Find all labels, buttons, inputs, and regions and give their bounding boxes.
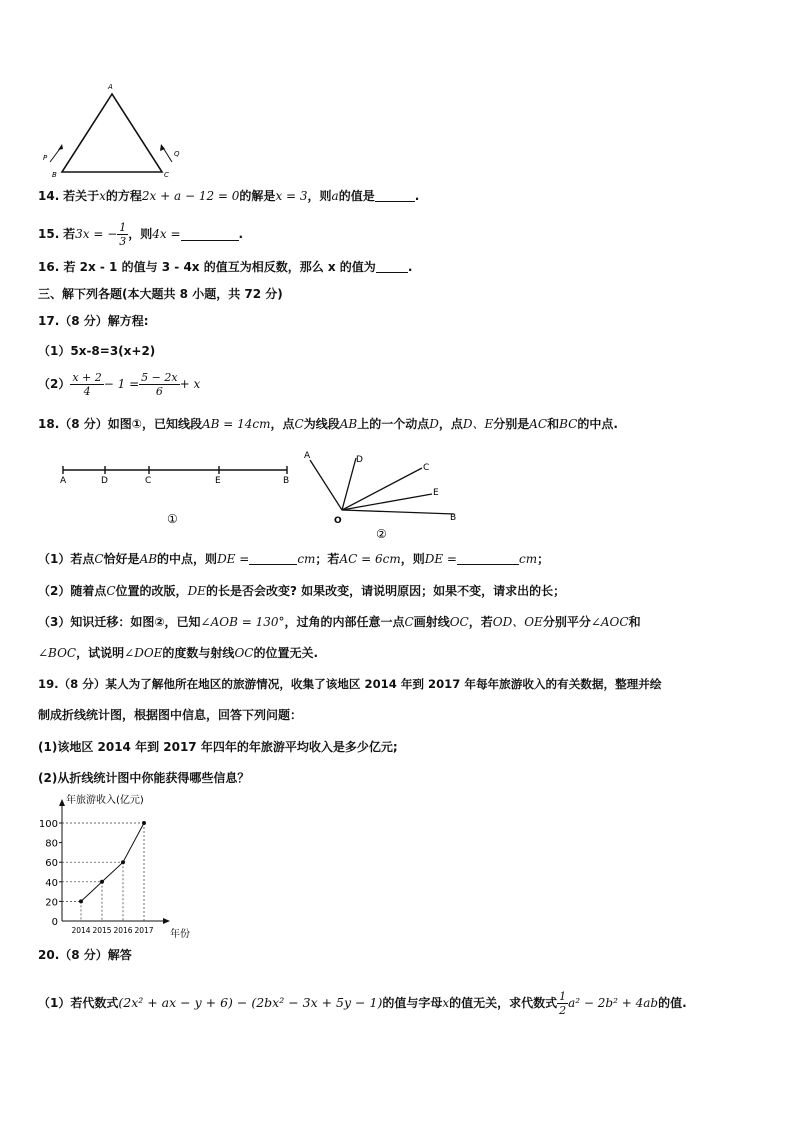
label-p: P <box>43 154 48 162</box>
ray-ob <box>342 510 454 514</box>
x-tick-label: 2017 <box>134 926 154 935</box>
q18-part1: （1）若点C恰好是AB的中点，则DE = cm；若AC = 6cm，则DE = cm； <box>38 552 550 566</box>
q18-de-blank-1[interactable] <box>249 552 297 565</box>
y-axis-arrow <box>59 799 65 806</box>
q20-fraction: $\frac{1}{2}$ <box>559 990 567 1017</box>
arrowhead-p <box>58 144 63 150</box>
q17-part1: （1）5x-8=3(x+2) <box>38 344 156 358</box>
q15-fraction: $\frac{1}{3}$ <box>119 221 127 248</box>
x-tick-label: 2014 <box>71 926 91 935</box>
label-a: A <box>108 83 113 91</box>
q18-heading: 18.（8 分）如图①，已知线段AB = 14cm，点C为线段AB上的一个动点D，点D、E分别是AC和BC的中点. <box>38 417 618 431</box>
q14-number: 14. <box>38 189 60 203</box>
segment-figure-1 <box>55 455 305 530</box>
y-tick-label: 80 <box>45 838 58 850</box>
seg-label-e: E <box>215 476 221 486</box>
x-axis-label: 年份 <box>170 929 190 938</box>
q19-line1: 19.（8 分）某人为了解他所在地区的旅游情况，收集了该地区 2014 年到 2017 年每年旅游收入的有关数据，整理并绘 <box>38 677 662 691</box>
ray-od <box>342 458 356 510</box>
q17-fraction-1: $\frac{x + 2}{4}$ <box>72 371 102 398</box>
y-axis-label: 年旅游收入(亿元) <box>66 795 144 806</box>
x-tick-label: 2016 <box>113 926 133 935</box>
q19-part1: (1)该地区 2014 年到 2017 年四年的年旅游平均收入是多少亿元; <box>38 740 398 754</box>
data-point <box>100 880 104 884</box>
q17-part2: （2） $\frac{x + 2}{4}$ − 1 = $\frac{5 - 2x}{6}$ + x <box>38 371 201 398</box>
section-three-heading: 三、解下列各题(本大题共 8 小题，共 72 分) <box>38 287 283 301</box>
angle-label-o: O <box>334 516 342 526</box>
triangle-abc <box>62 94 162 172</box>
q17-fraction-2: $\frac{5 - 2x}{6}$ <box>141 371 178 398</box>
y-tick-label: 100 <box>38 819 58 830</box>
angle-label-c: C <box>423 463 430 473</box>
q20-expression: (2x² + ax − y + 6) − (2bx² − 3x + 5y − 1) <box>118 995 383 1010</box>
q18-de-blank-2[interactable] <box>457 552 519 565</box>
q20-part1: （1）若代数式(2x² + ax − y + 6) − (2bx² − 3x + 5y − 1)的值与字母x的值无关，求代数式 $\frac{1}{2}$ a² − 2b² + 4ab的值. <box>38 990 687 1017</box>
angle-figure-2 <box>298 448 468 543</box>
question-15: 15. 若3x = − $\frac{1}{3}$ ，则4x = . <box>38 221 244 248</box>
question-16: 16. 若 2x - 1 的值与 3 - 4x 的值互为相反数，那么 x 的值为 . <box>38 260 413 274</box>
q16-answer-blank[interactable] <box>376 260 408 273</box>
data-point <box>121 860 125 864</box>
q16-number: 16. <box>38 260 60 274</box>
figure-2-caption: ② <box>376 527 387 541</box>
y-tick-label: 60 <box>45 858 58 870</box>
label-c: C <box>164 171 169 179</box>
q18-part3-line1: （3）知识迁移：如图②，已知∠AOB = 130°，过角的内部任意一点C画射线OC，若OD、OE分别平分∠AOC和 <box>38 615 641 629</box>
seg-label-d: D <box>101 476 108 486</box>
ray-oc <box>342 468 422 510</box>
question-14: 14. 若关于x的方程2x + a − 12 = 0的解是x = 3，则a的值是 . <box>38 189 420 203</box>
angle-label-d: D <box>356 455 363 465</box>
seg-label-c: C <box>145 476 152 486</box>
q14-equation: 2x + a − 12 = 0 <box>141 189 240 203</box>
q15-answer-blank[interactable] <box>181 228 239 241</box>
q18-part3-line2: ∠BOC，试说明∠DOE的度数与射线OC的位置无关. <box>38 646 319 660</box>
label-q: Q <box>174 150 180 158</box>
seg-label-b: B <box>283 476 290 486</box>
x-axis-arrow <box>163 918 170 924</box>
angle-label-e: E <box>433 488 439 498</box>
figure-1-caption: ① <box>167 512 178 526</box>
y-tick-label: 40 <box>45 877 58 889</box>
q15-number: 15. <box>38 227 60 241</box>
seg-label-a: A <box>60 476 67 486</box>
angle-label-a: A <box>304 451 311 461</box>
data-point <box>142 821 146 825</box>
label-b: B <box>52 171 57 179</box>
y-tick-label: 20 <box>45 897 58 909</box>
q19-part2: (2)从折线统计图中你能获得哪些信息？ <box>38 771 250 785</box>
tourism-income-line-chart <box>30 793 200 938</box>
q17-heading: 17.（8 分）解方程: <box>38 314 149 328</box>
data-point <box>79 899 83 903</box>
x-tick-label: 2015 <box>92 926 112 935</box>
y-tick-label: 0 <box>51 917 58 928</box>
q18-part2: （2）随着点C位置的改版，DE的长是否会改变? 如果改变，请说明原因；如果不变，请求出的长； <box>38 584 566 598</box>
q20-heading: 20.（8 分）解答 <box>38 948 132 962</box>
q19-line2: 制成折线统计图，根据图中信息，回答下列问题： <box>38 708 303 722</box>
q14-answer-blank[interactable] <box>375 189 415 202</box>
ray-oa <box>310 460 342 510</box>
angle-label-b: B <box>450 513 457 523</box>
ray-oe <box>342 494 432 510</box>
triangle-figure <box>40 80 190 180</box>
